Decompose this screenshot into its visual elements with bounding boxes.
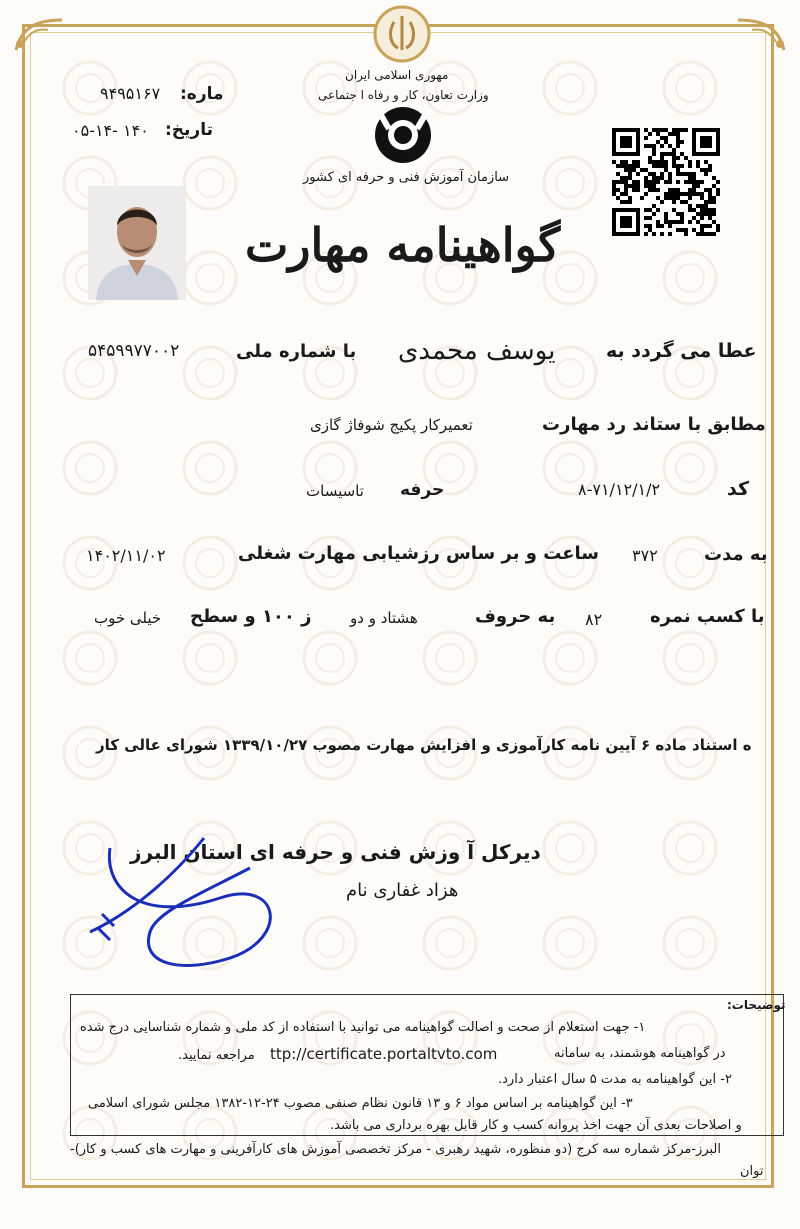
duration-hours: ۳۷۲ [632,546,658,565]
score-words: هشتاد و دو [350,609,418,627]
score-value: ۸۲ [585,610,603,629]
number-label: ماره: [180,84,224,104]
number-value: ۹۴۹۵۱۶۷ [100,84,161,103]
notes-box [70,994,784,1136]
level-value: خیلی خوب [94,609,162,627]
profession-label: حرفه [400,480,445,500]
date-label: تاریخ: [165,120,213,140]
person-name: یوسف محمدی [398,336,556,366]
national-id-value: ۵۴۵۹۹۷۷۰۰۲ [88,341,180,361]
notes-line-2-end: مراجعه نمایید. [178,1048,255,1063]
holder-photo [88,186,186,300]
notes-url-link[interactable]: ttp://certificate.portaltvto.com [270,1045,498,1063]
standard-name: تعمیرکار پکیج شوفاژ گازی [310,416,473,434]
duration-label: به مدت [704,544,768,565]
signatory-title: دیرکل آ وزش فنی و حرفه ای استان البرز [130,840,541,864]
iran-emblem-icon [368,4,436,64]
ministry-name: وزارت تعاون، کار و رفاه ا جتماعی [318,88,489,102]
notes-heading: توضیحات: [727,998,786,1012]
score-words-label: به حروف [475,606,556,627]
notes-line-5: و اصلاحات بعدی آن جهت اخذ پروانه کسب و کار قابل بهره برداری می باشد. [330,1118,742,1133]
profession-value: تاسیسات [306,482,364,500]
national-id-label: با شماره ملی [236,341,357,362]
issuing-center: البرز-مرکز شماره سه کرج (دو منظوره، شهید رهبری - مرکز تخصصی آموزش های کارآفرینی و مهارت های کسب و کار)- [70,1142,721,1157]
qr-code [612,128,720,236]
republic-name: مهوری اسلامی ایران [345,68,449,82]
standard-label: مطابق با ستاند رد مهارت [542,414,766,435]
notes-line-4: ۳- این گواهینامه بر اساس مواد ۶ و ۱۳ قانون نظام صنفی مصوب ۲۴-۱۲-۱۳۸۲ مجلس شورای اسلامی [88,1096,633,1111]
legal-basis: ه استناد ماده ۶ آیین نامه کارآموزی و افزایش مهارت مصوب ۱۳۳۹/۱۰/۲۷ شورای عالی کار [96,736,752,754]
notes-line-2: در گواهینامه هوشمند، به سامانه [554,1046,726,1061]
evaluation-label: ساعت و بر ساس رزشیابی مهارت شغلی [238,543,600,564]
score-label: با کسب نمره [650,606,765,627]
organization-name: سازمان آموزش فنی و حرفه ای کشور [303,170,510,185]
person-photo-icon [88,186,186,300]
signatory-name: هزاد غفاری نام [346,880,459,901]
issuing-center-cont: توان [740,1164,764,1179]
corner-ornament-icon [734,14,788,54]
code-value: ۸-۷۱/۱۲/۱/۲ [578,480,661,499]
notes-line-3: ۲- این گواهینامه به مدت ۵ سال اعتبار دارد. [498,1072,732,1087]
code-label: کد [727,478,750,500]
date-value: ۱۴۰ -۰۵-۱۴ [72,121,149,140]
handwritten-signature [80,828,290,978]
tvto-logo-icon [368,104,438,166]
evaluation-date: ۱۴۰۲/۱۱/۰۲ [86,546,166,565]
level-label: ز ۱۰۰ و سطح [190,606,312,627]
awarded-label: عطا می گردد به [606,340,757,362]
certificate-title: گواهینامه مهارت [245,218,561,272]
notes-line-1: ۱- جهت استعلام از صحت و اصالت گواهینامه می توانید با استفاده از کد ملی و شماره شناسایی درج شده [80,1020,646,1035]
corner-ornament-icon [12,14,66,54]
